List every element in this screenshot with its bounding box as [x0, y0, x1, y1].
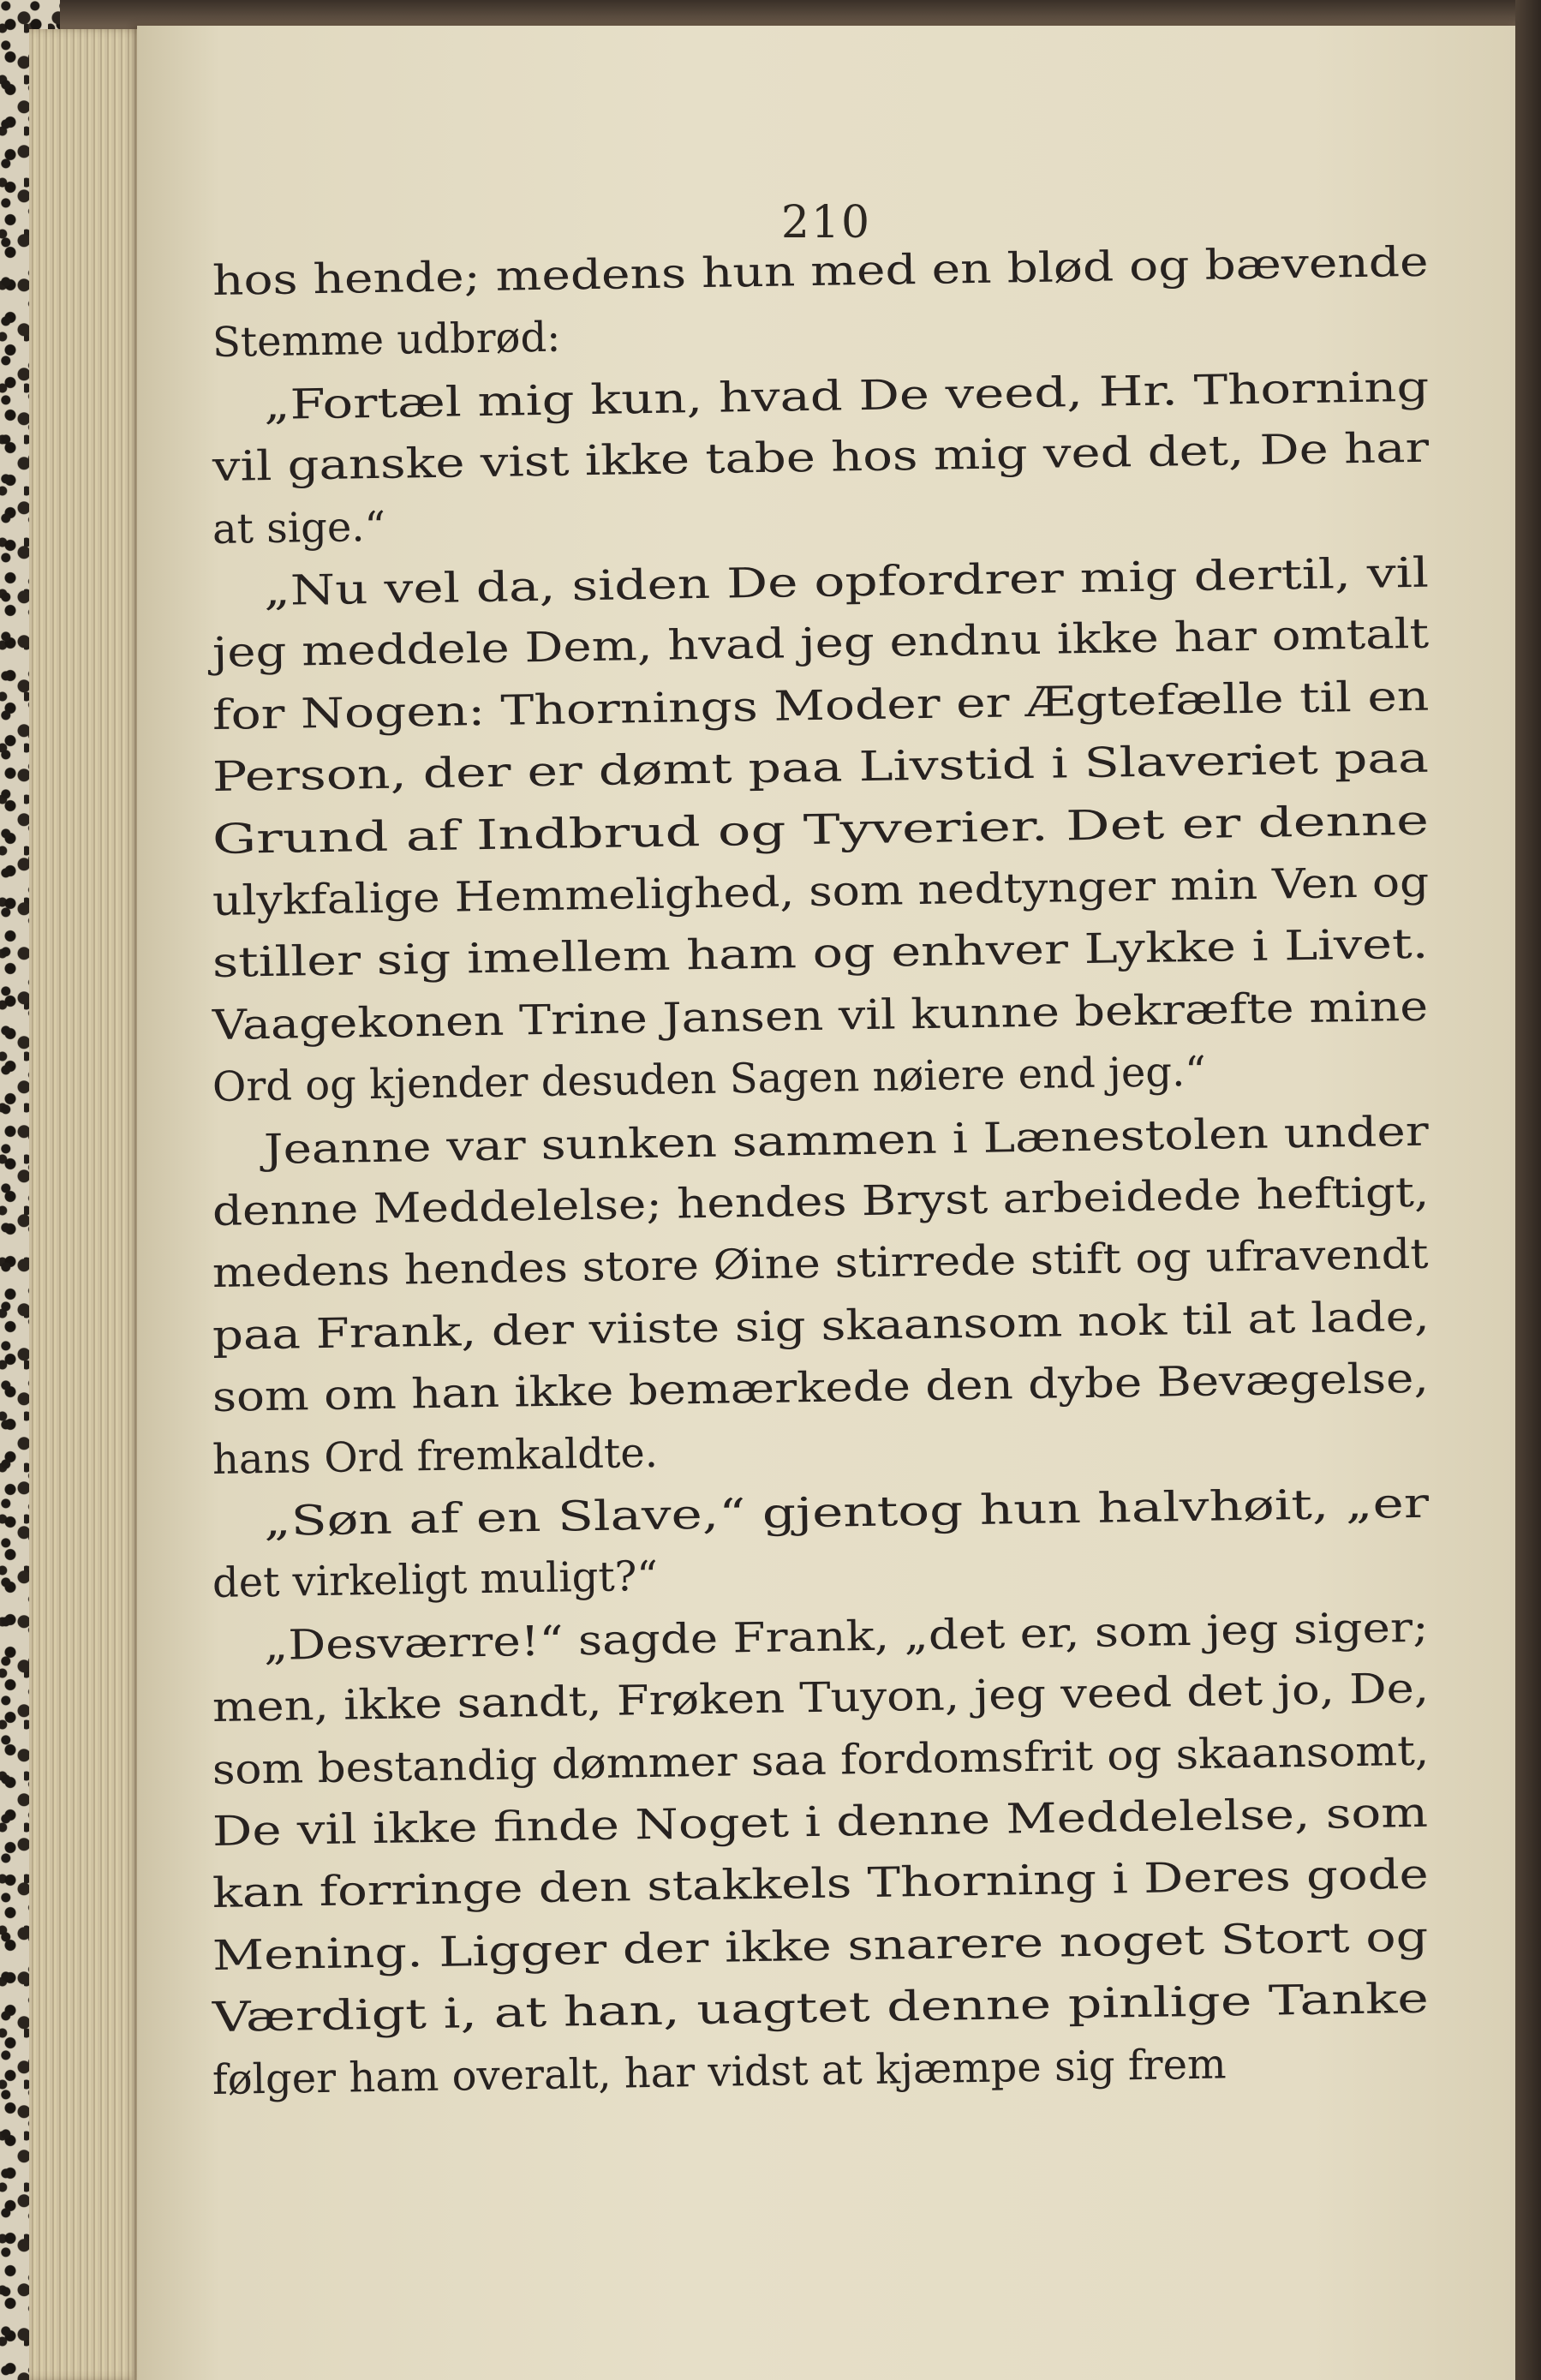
text-line: Person, der er dømt paa Livstid i Slaveriet paa	[212, 733, 1430, 802]
text-line: Mening. Ligger der ikke snarere noget Stort og	[212, 1912, 1429, 1980]
text-line: Vaagekonen Trine Jansen vil kunne bekræfte mine	[212, 982, 1429, 1049]
text-line: „Desværre!“ sagde Frank, „det er, som jeg siger;	[263, 1603, 1429, 1670]
text-line: paa Frank, der viiste sig skaansom nok til at lade,	[212, 1292, 1431, 1360]
top-shadow	[0, 0, 1541, 26]
text-line: medens hendes store Øine stirrede stift og ufravendt	[212, 1230, 1429, 1298]
page-edges	[29, 29, 149, 2380]
text-line: De vil ikke finde Noget i denne Meddelelse, som	[212, 1788, 1429, 1856]
text-line: „Nu vel da, siden De opfordrer mig dertil, vil	[263, 548, 1430, 615]
text-line: Grund af Indbrud og Tyverier. Det er denne	[212, 796, 1430, 864]
right-shadow-edge	[1515, 0, 1541, 2380]
text-line: Jeanne var sunken sammen i Lænestolen under	[263, 1107, 1430, 1174]
text-line: Stemme udbrød:	[212, 314, 561, 368]
text-line: som om han ikke bemærkede den dybe Bevægelse,	[212, 1354, 1430, 1422]
text-line: for Nogen: Thornings Moder er Ægtefælle til en	[212, 672, 1430, 739]
page-number: 210	[780, 197, 872, 248]
text-line: at sige.“	[212, 502, 386, 553]
text-line: følger ham overalt, har vidst at kjæmpe sig frem	[212, 2040, 1227, 2104]
text-line: jeg meddele Dem, hvad jeg endnu ikke har omtalt	[212, 610, 1430, 678]
text-line: hos hende; medens hun med en blød og bævende	[212, 237, 1429, 305]
text-line: vil ganske vist ikke tabe hos mig ved det, De har	[212, 423, 1430, 492]
text-line: „Fortæl mig kun, hvad De veed, Hr. Thorning	[263, 362, 1430, 429]
text-line: stiller sig imellem ham og enhver Lykke i Livet.	[212, 920, 1429, 988]
text-line: Værdigt i, at han, uagtet denne pinlige Tanke	[212, 1974, 1430, 2042]
text-line: kan forringe den stakkels Thorning i Deres gode	[212, 1851, 1430, 1918]
text-line: hans Ord fremkaldte.	[212, 1428, 659, 1484]
text-line: Ord og kjender desuden Sagen nøiere end jeg.“	[212, 1047, 1207, 1112]
text-line: denne Meddelelse; hendes Bryst arbeidede heftigt,	[212, 1168, 1430, 1235]
text-line: ulykfalige Hemmelighed, som nedtynger min Ven og	[212, 858, 1430, 925]
text-line: det virkeligt muligt?“	[212, 1552, 659, 1608]
text-line: men, ikke sandt, Frøken Tuyon, jeg veed det jo, De,	[212, 1664, 1430, 1732]
text-line: „Søn af en Slave,“ gjentog hun halvhøit, „er	[263, 1479, 1430, 1546]
text-line: som bestandig dømmer saa fordomsfrit og skaansomt,	[212, 1726, 1430, 1794]
